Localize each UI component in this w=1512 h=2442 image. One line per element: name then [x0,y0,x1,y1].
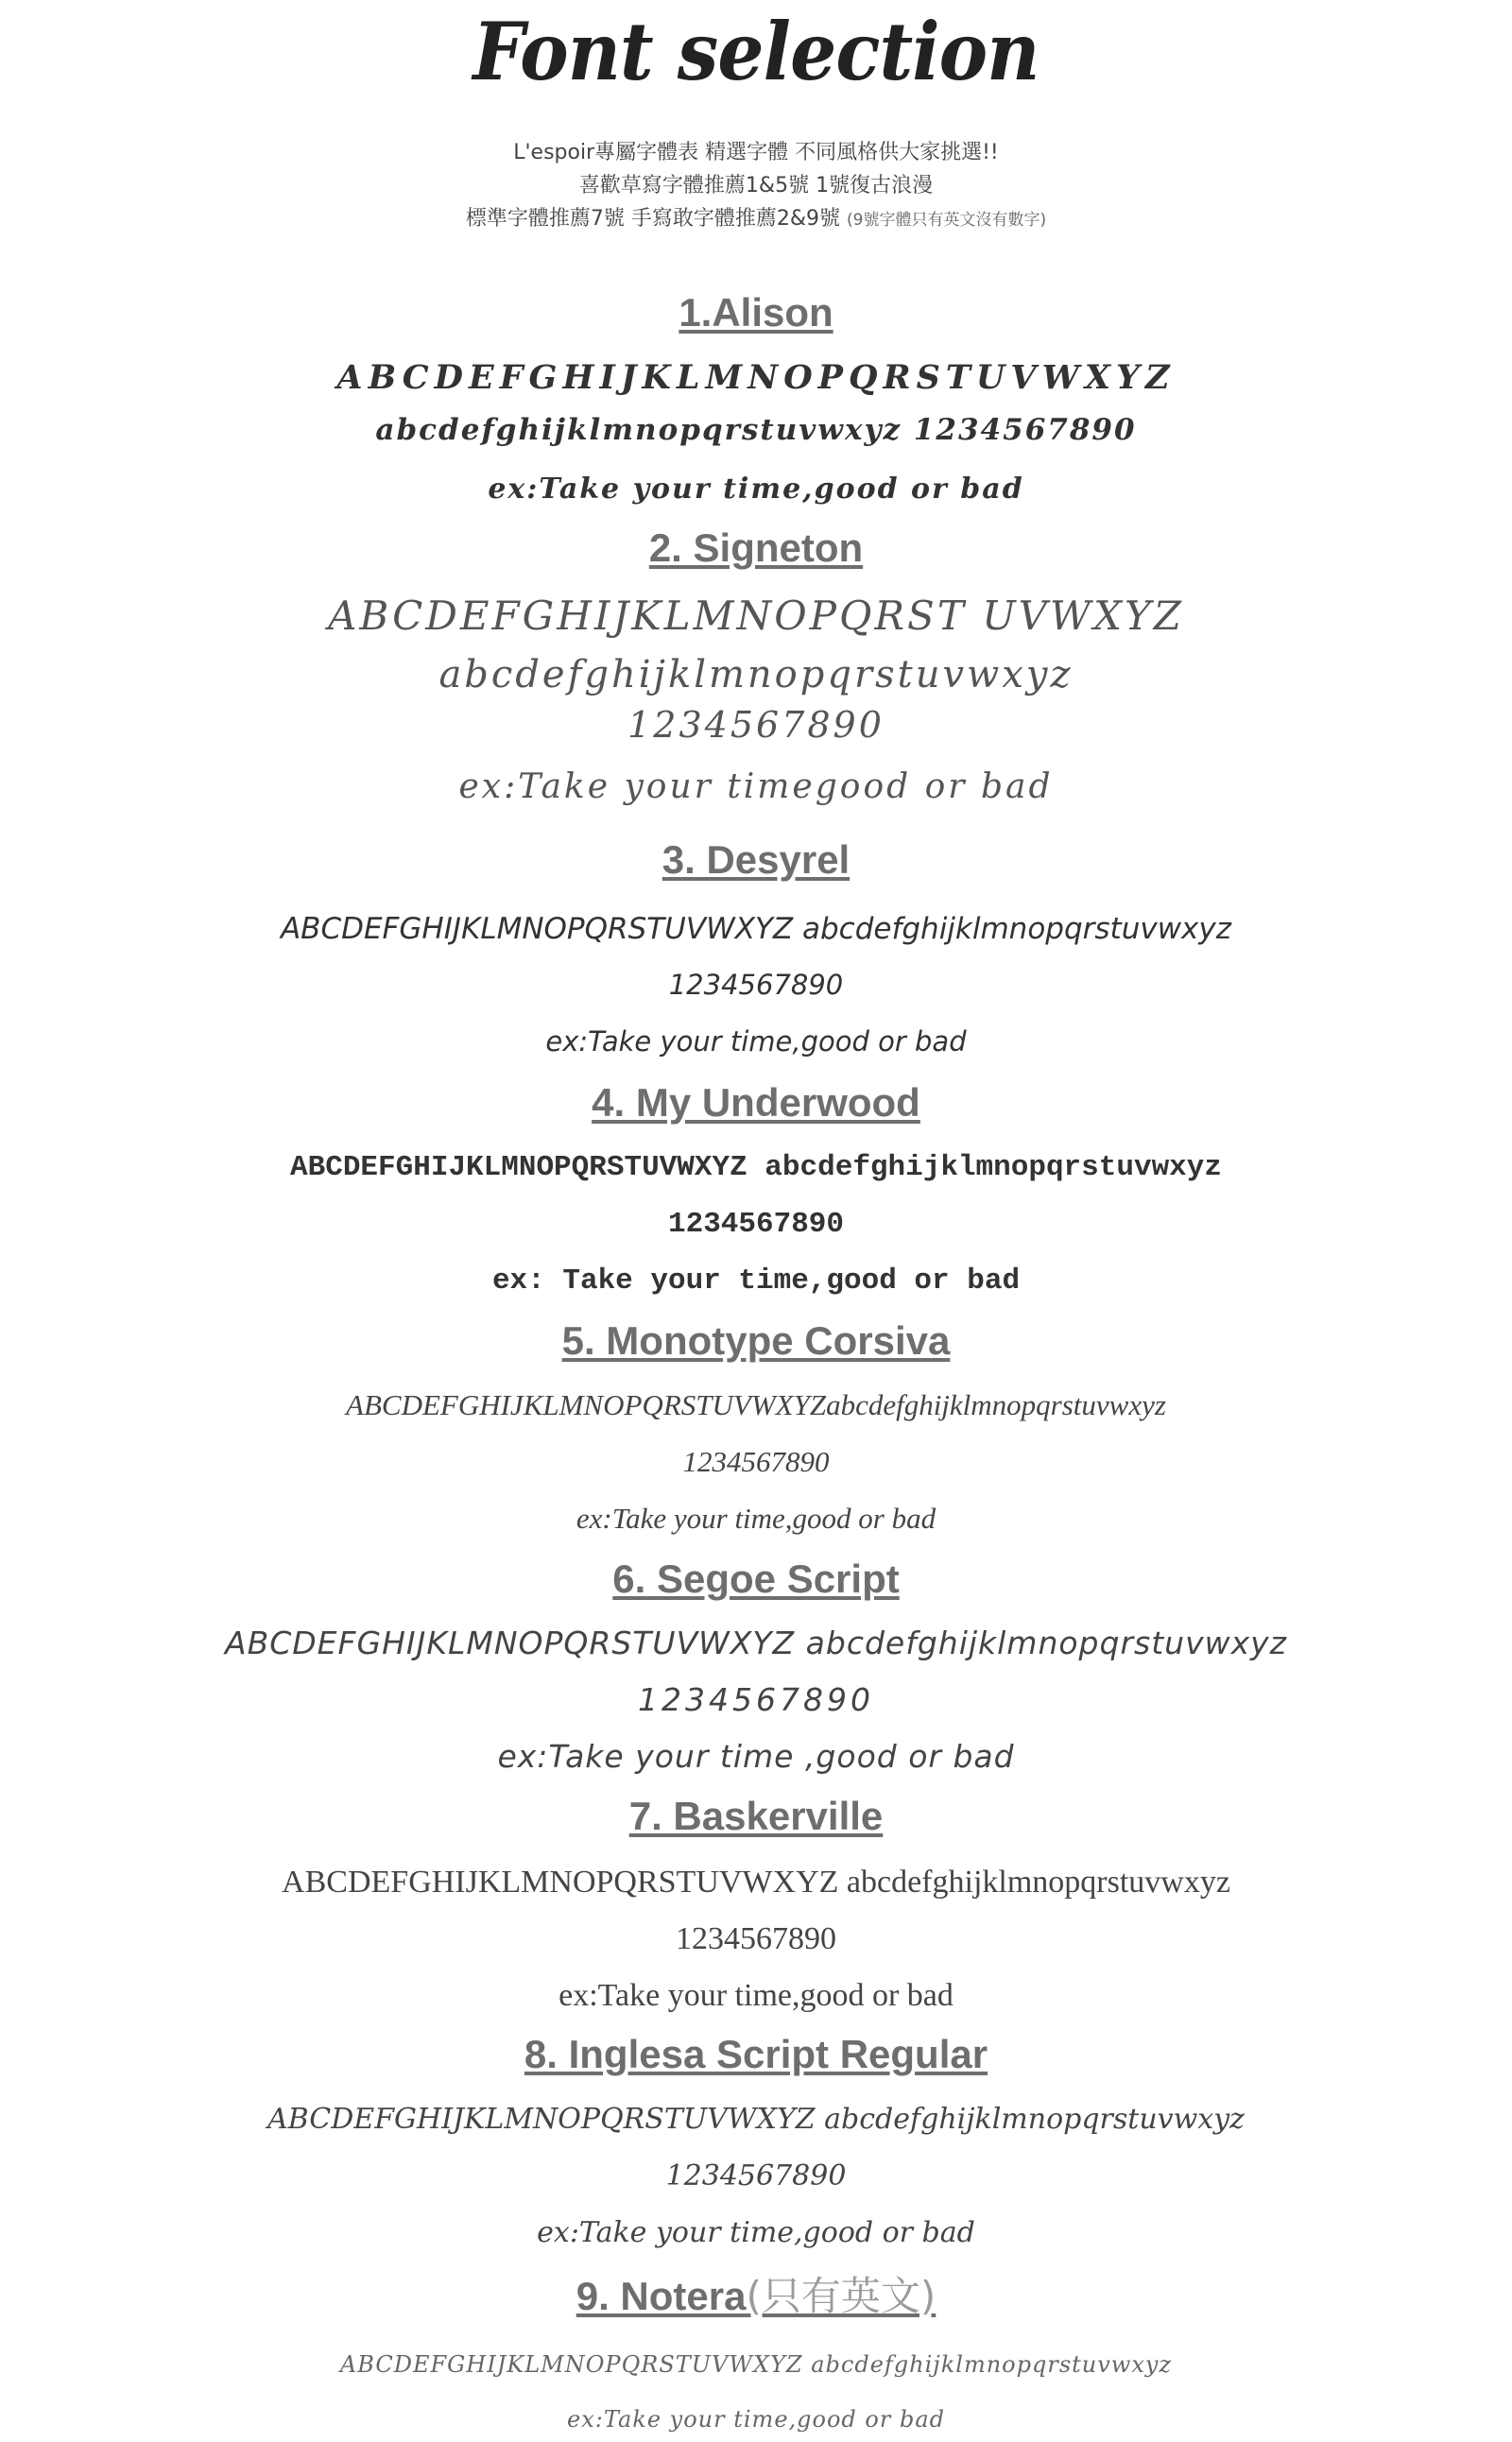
font-5-example: ex:Take your time,good or bad [576,1502,936,1535]
font-4-letters: ABCDEFGHIJKLMNOPQRSTUVWXYZ abcdefghijklmnopqrstuvwxyz [290,1151,1222,1184]
font-9-title [0,2272,1512,2321]
font-8-title: 8. Inglesa Script Regular [524,2032,988,2076]
font-2-title: 2. Signeton [648,525,864,570]
intro-text [0,136,1512,237]
font-4-title: 4. My Underwood [592,1080,920,1125]
font-7-letters: ABCDEFGHIJKLMNOPQRSTUVWXYZ abcdefghijklmnopqrstuvwxyz [282,1865,1230,1900]
font-6-example: ex:Take your time ,good or bad [497,1738,1015,1775]
font-1-example: ex:Take your time,good or bad [488,473,1024,506]
font-9-example: ex:Take your time,good or bad [567,2406,945,2433]
intro-line-2: 喜歡草寫字體推薦1&5號 1號復古浪漫 [578,174,934,198]
font-9-note: (只有英文) [746,2273,936,2319]
font-6-title: 6. Segoe Script [612,1556,900,1601]
page-title: Font selection [472,5,1040,98]
font-8-example: ex:Take your time,good or bad [537,2216,975,2249]
font-6-numbers: 1234567890 [638,1681,874,1718]
font-3-title: 3. Desyrel [662,837,850,882]
intro-line-1: L'espoir專屬字體表 精選字體 不同風格供大家挑選!! [513,141,999,164]
font-3-letters: ABCDEFGHIJKLMNOPQRSTUVWXYZ abcdefghijklmnopqrstuvwxyz [280,912,1232,946]
intro-line-3-note: (9號字體只有英文沒有數字) [847,211,1047,230]
font-3-example: ex:Take your time,good or bad [545,1025,967,1058]
font-2-numbers: 1234567890 [627,704,885,746]
font-2-lowercase: abcdefghijklmnopqrstuvwxyz [438,653,1074,696]
font-2-example: ex:Take your timegood or bad [458,767,1054,806]
font-6-letters: ABCDEFGHIJKLMNOPQRSTUVWXYZ abcdefghijklmnopqrstuvwxyz [225,1625,1287,1661]
font-4-numbers: 1234567890 [667,1208,845,1241]
font-4-example: ex: Take your time,good or bad [491,1264,1021,1298]
font-7-example: ex:Take your time,good or bad [558,1978,954,2013]
font-8-numbers: 1234567890 [665,2159,847,2193]
font-2-uppercase: ABCDEFGHIJKLMNOPQRST UVWXYZ [328,593,1184,639]
font-7-numbers: 1234567890 [676,1921,836,1956]
font-5-numbers: 1234567890 [682,1445,830,1478]
intro-line-3-main: 標準字體推薦7號 手寫敢字體推薦2&9號 [465,207,841,231]
font-5-letters: ABCDEFGHIJKLMNOPQRSTUVWXYZabcdefghijklmnopqrstuvwxyz [346,1388,1166,1421]
font-3-numbers: 1234567890 [668,969,844,1001]
font-9-name: 9. Notera [576,2274,747,2318]
intro-line-3 [0,202,1512,237]
font-8-letters: ABCDEFGHIJKLMNOPQRSTUVWXYZ abcdefghijklmnopqrstuvwxyz [267,2103,1245,2136]
font-1-title: 1.Alison [679,290,833,335]
font-7-title: 7. Baskerville [628,1794,884,1838]
font-1-uppercase: ABCDEFGHIJKLMNOPQRSTUVWXYZ [336,358,1176,397]
font-9-letters: ABCDEFGHIJKLMNOPQRSTUVWXYZ abcdefghijklmnopqrstuvwxyz [339,2351,1173,2378]
font-1-lowercase-numbers: abcdefghijklmnopqrstuvwxyz 1234567890 [375,413,1137,447]
font-5-title: 5. Monotype Corsiva [561,1318,951,1363]
